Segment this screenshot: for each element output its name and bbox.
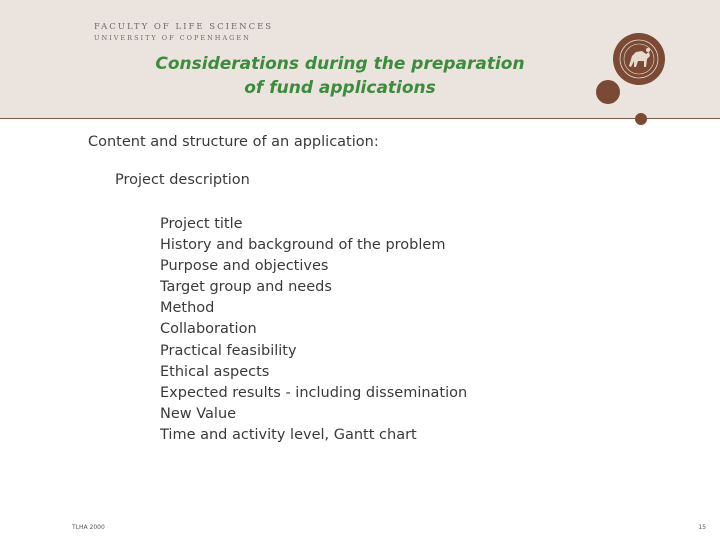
university-name: UNIVERSITY OF COPENHAGEN (94, 34, 251, 42)
university-seal-icon (612, 32, 666, 86)
footer-label: TLHA 2000 (72, 524, 105, 531)
list-item: History and background of the problem (160, 237, 446, 254)
decorative-dot-large (596, 80, 620, 104)
list-item: Project title (160, 216, 243, 232)
page-number: 15 (698, 524, 706, 531)
decorative-dot-small (635, 113, 647, 125)
section-subheading: Project description (115, 172, 250, 188)
list-item: Expected results - including dissemination (160, 384, 468, 401)
list-item: Collaboration (160, 321, 257, 338)
slide-title (60, 52, 620, 100)
list-item: Target group and needs (160, 279, 332, 296)
list-item: Practical feasibility (160, 342, 297, 359)
list-item: Method (160, 300, 215, 317)
list-item: Time and activity level, Gantt chart (160, 426, 417, 443)
faculty-name: FACULTY OF LIFE SCIENCES (94, 22, 274, 32)
list-item: New Value (160, 405, 237, 422)
item-list (160, 214, 467, 446)
list-item: Ethical aspects (160, 363, 270, 380)
header-divider (0, 118, 720, 119)
title-line-1: Considerations during the preparation (155, 54, 525, 74)
title-line-2: of fund applications (244, 78, 436, 98)
content-heading: Content and structure of an application: (88, 134, 379, 150)
list-item: Purpose and objectives (160, 258, 329, 275)
